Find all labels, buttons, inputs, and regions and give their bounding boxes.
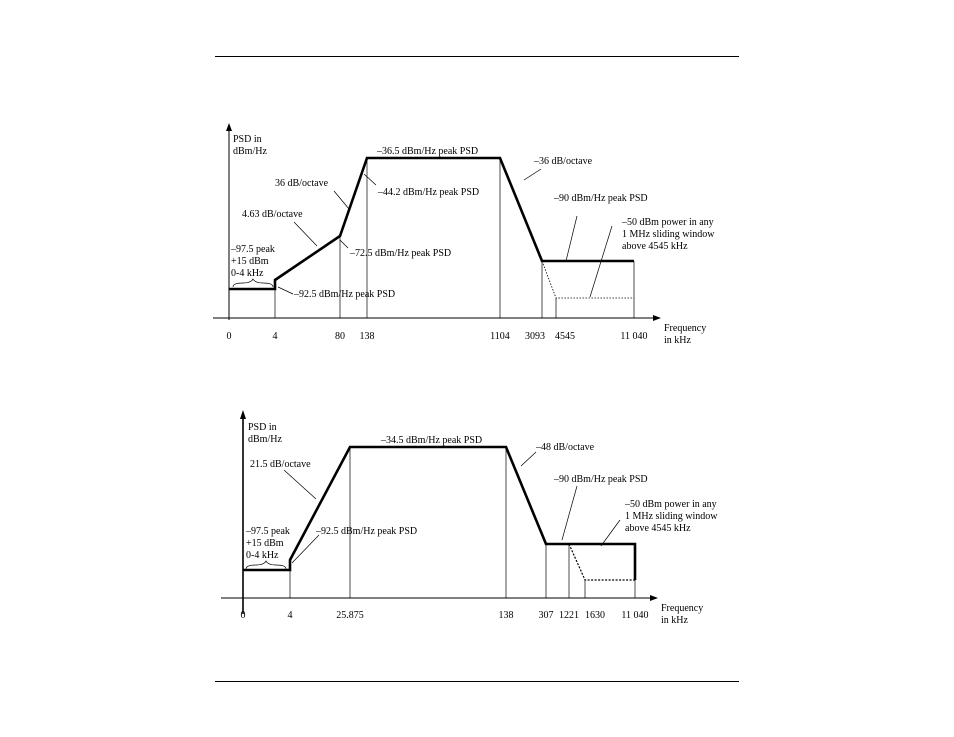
annotation-window-2: 1 MHz sliding window [622,229,715,240]
annotation-downslope: –36 dB/octave [534,156,593,167]
tick-6: 1630 [585,610,605,621]
annotation-peak-psd: –36.5 dBm/Hz peak PSD [377,146,479,157]
tick-3: 138 [359,331,375,342]
y-label-line-1: PSD in [233,134,262,145]
annotation-44-psd: –44.2 dBm/Hz peak PSD [378,187,480,198]
annotation-downslope: –48 dB/octave [536,442,595,453]
tick-7: 11 040 [620,331,648,342]
bottom-rule [215,681,739,682]
annotation-voice-3: 0-4 kHz [231,268,264,279]
annotation-peak-psd: –34.5 dBm/Hz peak PSD [381,435,483,446]
annotation-window-3: above 4545 kHz [622,241,688,252]
annotation-92-psd: –92.5 dBm/Hz peak PSD [294,289,396,300]
annotation-92-psd: –92.5 dBm/Hz peak PSD [316,526,418,537]
annotation-window-2: 1 MHz sliding window [625,511,718,522]
tick-1: 4 [287,610,293,621]
tick-4: 307 [538,610,554,621]
y-label-line-2: dBm/Hz [248,434,282,445]
tick-2: 25.875 [336,610,364,621]
x-label-line-1: Frequency [664,323,707,334]
tick-5: 1221 [559,610,579,621]
annotation-voice-1: –97.5 peak [246,526,290,537]
tick-0: 0 [226,331,232,342]
annotation-upslope: 21.5 dB/octave [250,459,311,470]
tick-5: 3093 [525,331,545,342]
tick-3: 138 [498,610,514,621]
annotation-upslope-steep: 36 dB/octave [275,178,329,189]
tick-2: 80 [335,331,345,342]
tick-6: 4545 [555,331,575,342]
annotation-voice-2: +15 dBm [231,256,269,267]
annotation-90-psd: –90 dBm/Hz peak PSD [554,474,648,485]
x-axis-arrow [650,595,658,601]
annotation-window-1: –50 dBm power in any [625,499,717,510]
vertical-guides [290,447,635,598]
tick-0: 0 [240,610,246,621]
x-label-line-1: Frequency [661,603,704,614]
annotation-90-psd: –90 dBm/Hz peak PSD [554,193,648,204]
y-label-line-2: dBm/Hz [233,146,267,157]
annotation-upslope-shallow: 4.63 dB/octave [242,209,303,220]
annotation-window-1: –50 dBm power in any [622,217,714,228]
tick-1: 4 [272,331,278,342]
sliding-window-dotted [569,544,635,580]
tick-7: 11 040 [621,610,649,621]
annotation-voice-3: 0-4 kHz [246,550,279,561]
annotation-voice-1: –97.5 peak [231,244,275,255]
y-label-line-1: PSD in [248,422,277,433]
x-label-line-2: in kHz [661,615,688,626]
x-label-line-2: in kHz [664,335,691,346]
y-axis-arrow [240,410,246,419]
annotation-voice-2: +15 dBm [246,538,284,549]
tick-4: 1104 [490,331,510,342]
annotation-window-3: above 4545 kHz [625,523,691,534]
annotation-72-psd: –72.5 dBm/Hz peak PSD [350,248,452,259]
